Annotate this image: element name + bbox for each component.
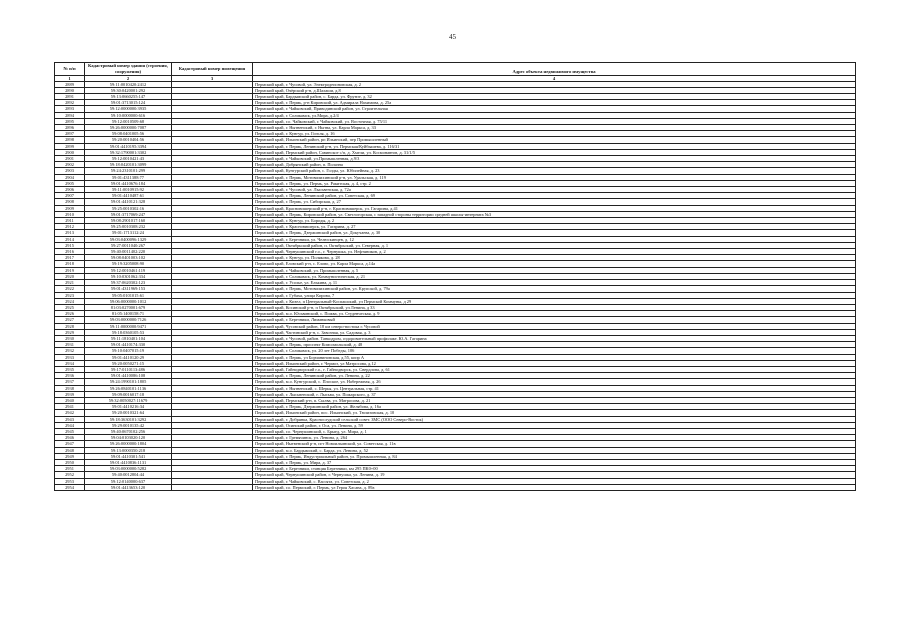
cadastral-building-cell: 59:18:0360105:53 [85,329,172,335]
row-number: 2928 [55,323,85,329]
cadastral-building-cell: 59:01:4410195:3394 [85,143,172,149]
row-number: 2889 [55,81,85,87]
address-cell: Пермский край, Ильинский район, рп Ильинский, пер Промышленный [253,137,856,143]
cadastral-building-cell: 59:26:0000000:7087 [85,125,172,131]
address-cell: Пермский край, Пермский р-н, п. Сылва, ул. Матросова, д. 21 [253,397,856,403]
cadastral-building-cell: 59:10:0407015:19 [85,348,172,354]
row-number: 2923 [55,292,85,298]
cadastral-room-cell [172,484,253,490]
row-number: 2942 [55,410,85,416]
cadastral-building-cell: 59:09:0016017:18 [85,391,172,397]
row-number: 2907 [55,193,85,199]
table-header-row [55,63,856,76]
cadastral-building-cell: 59:06:0000000:1012 [85,298,172,304]
row-number: 2925 [55,304,85,310]
address-cell: Пермский край, Еловский р-н, с. Елово, ул. Карла Маркса, д.14а [253,261,856,267]
row-number: 2932 [55,348,85,354]
row-number: 2940 [55,397,85,403]
row-number: 2900 [55,149,85,155]
row-number: 2934 [55,360,85,366]
row-number: 2943 [55,416,85,422]
column-number: 1 [55,75,85,81]
cadastral-building-cell: 59:24:1990101:1805 [85,379,172,385]
row-number: 2913 [55,230,85,236]
row-number: 2911 [55,218,85,224]
address-cell: Пермский край, г. Соликамск, ул. 20 лет Победы, 106 [253,348,856,354]
row-number: 2905 [55,180,85,186]
row-number: 2898 [55,137,85,143]
address-cell: Пермский край, Чернушинский г.о., г. Чернушка, ул. Нефтяников, д. 2 [253,249,856,255]
address-cell: Пермский край, м.о. Кунгурский, с. Плоское, ул. Набережная, д. 26 [253,379,856,385]
cadastral-building-cell: 59:10:0000000:616 [85,112,172,118]
address-cell: Пермский край, г. Нытвенский, с. Шерья, ул. Центральная, стр. 41 [253,385,856,391]
cadastral-building-cell: 59:03:0000000:7126 [85,317,172,323]
cadastral-building-cell: 59:26:0840101:1136 [85,385,172,391]
cadastral-building-cell: 59:17:0110113:486 [85,366,172,372]
cadastral-building-cell: 59:32:0050027:11679 [85,397,172,403]
header-num: № п/п [55,63,85,76]
cadastral-building-cell: 59:01:4311388:77 [85,174,172,180]
cadastral-building-cell: 59:01:4410836:1131 [85,459,172,465]
table-body [55,81,856,490]
address-cell: Пермский край, Добрянский район, п. Полазна [253,162,856,168]
row-number: 2949 [55,453,85,459]
row-number: 2930 [55,335,85,341]
row-number: 2899 [55,143,85,149]
cadastral-building-cell: 59:01:1713112:24 [85,230,172,236]
row-number: 2909 [55,205,85,211]
address-cell: Пермский край, г. Соликамск, ул. Коммунистическая, д. 21 [253,273,856,279]
address-cell: Пермский край, г. Пермь, Дзержинский район, ул. Желябова, д. 16а [253,404,856,410]
address-cell: Пермский край, г. Кунгур, ул. Полякова, д. 28 [253,255,856,261]
row-number: 2946 [55,435,85,441]
row-number: 2921 [55,280,85,286]
cadastral-building-cell: 59:11:0000000:9471 [85,323,172,329]
cadastral-building-cell: 59:30:0420001:292 [85,87,172,93]
row-number: 2929 [55,329,85,335]
row-number: 2953 [55,478,85,484]
cadastral-building-cell: 59:13:0660255:147 [85,94,172,100]
row-number: 2926 [55,311,85,317]
table-row [55,484,856,490]
address-cell: Пермский край, г. Пермь, Мотовилихинский район, ул. Крупской, д. 79а [253,286,856,292]
cadastral-building-cell: 59:12:0010421:43 [85,156,172,162]
address-cell: Пермский край, г. Кизел, п Центральный-Коспашский, ул Пермской Коммуны, д 29 [253,298,856,304]
address-cell: Пермский край, г. Березники, станция Березники, км 295 ПК0+00 [253,466,856,472]
row-number: 2906 [55,187,85,193]
cadastral-building-cell: 59:01:4410301:541 [85,453,172,459]
cadastral-building-cell: 59:12:0000000:3935 [85,106,172,112]
row-number: 2910 [55,211,85,217]
row-number: 2896 [55,125,85,131]
header-cadastral-room: Кадастровый номер помещения [172,63,253,76]
address-cell: Пермский край, г. Губаха, улица Кирова, 7 [253,292,856,298]
cadastral-building-cell: 59:01:4410121:328 [85,199,172,205]
cadastral-building-cell: 81:03:0270001:679 [85,304,172,310]
column-number: 4 [253,75,856,81]
address-cell: Пермский край, г. Пермь, Ленинский р-н, ул. Пермская/Куйбышева, д. 116/31 [253,143,856,149]
row-number: 2938 [55,385,85,391]
row-number: 2950 [55,459,85,465]
cadastral-building-cell: 59:24:2310101:299 [85,168,172,174]
cadastral-building-cell: 59:29:0010135:42 [85,422,172,428]
row-number: 2952 [55,472,85,478]
address-cell: Пермский край, г. Пермь, Индустриальный район, ул. Промышленная, д. 84 [253,453,856,459]
address-cell: Пермский край, Ильинский район, пос. Ильинский, ул. Тюлизовская, д. 10 [253,410,856,416]
header-cadastral-building: Кадастровый номер здания (строения, сооружения) [85,63,172,76]
cadastral-building-cell: 59:08:0401003:102 [85,255,172,261]
row-number: 2922 [55,286,85,292]
address-cell: Пермский край, Ильинский район, г. Чермоз, ул Матросова, д.12 [253,360,856,366]
cadastral-building-cell: 59:01:4410216:34 [85,404,172,410]
address-cell: Пермский край, г. Чайковский, ул.Промышленная, д.9/3 [253,156,856,162]
column-number: 2 [85,75,172,81]
address-cell: Пермский край, г.о. Чайковский, г. Чайковский, ул. Восточная, д. 75/11 [253,118,856,124]
address-cell: Пермский край, Частинский р-н, с. Завозная, ул. Садовая, д. 3 [253,329,856,335]
cadastral-building-cell: 59:18:0420101:3099 [85,162,172,168]
cadastral-building-cell: 59:20:0010404:56 [85,137,172,143]
address-cell: Пермский край, г. Чайковский, с. Вассята, ул. Советская, д. 2 [253,478,856,484]
cadastral-building-cell: 59:32:1790001:3302 [85,149,172,155]
address-cell: Пермский край, м.о. Бардымский, с. Барда, ул. Ленина, д. 52 [253,447,856,453]
row-number: 2897 [55,131,85,137]
row-number: 2945 [55,428,85,434]
address-cell: Пермский край, Бардымский район, с. Барда, ул. Фрунзе, д. 32 [253,94,856,100]
row-number: 2917 [55,255,85,261]
cadastral-building-cell: 59:01:4413653:120 [85,484,172,490]
row-number: 2895 [55,118,85,124]
cadastral-building-cell: 59:18:3630101:3292 [85,416,172,422]
cadastral-building-cell: 59:01:3713015:124 [85,100,172,106]
address-cell: Пермский край, Косинский р-н, п Октябрьский, ул Ленина, д 33 [253,304,856,310]
row-number: 2914 [55,236,85,242]
address-cell: Пермский край, г. Пермь, Кировский район, ул. Светлогорская, с западной стороны территории средней школы-интерната №3 [253,211,856,217]
cadastral-building-cell: 59:10:0301062:334 [85,273,172,279]
objects-table [54,62,856,491]
address-cell: Пермский край, г. Пермь, Мотовилихинский р-н, ул. Уральская, д. 119 [253,174,856,180]
address-cell: Пермский край, Чернушинский район, г. Чернушка, ул. Ленина, д. 19 [253,472,856,478]
address-cell: Пермский край, г. Кунгур, ул. Бороды, д. 2 [253,218,856,224]
cadastral-building-cell: 59:26:0000000:1804 [85,441,172,447]
header-address: Адрес объекта недвижимого имущества [253,63,856,76]
cadastral-building-cell: 59:40:0012804:44 [85,472,172,478]
row-number: 2893 [55,106,85,112]
row-number: 2918 [55,261,85,267]
row-number: 2920 [55,273,85,279]
address-cell: Пермский край, г. Гремячинск, ул. Ленина, д. 264 [253,435,856,441]
cadastral-building-cell: 59:27:0011040:267 [85,242,172,248]
address-cell: Пермский край, г. Пермь, проспект Комсомольский, д. 48 [253,342,856,348]
cadastral-building-cell: 59:20:0050271:15 [85,360,172,366]
cadastral-building-cell: 59:05:0101015:61 [85,292,172,298]
cadastral-building-cell: 59:19:3205008:90 [85,261,172,267]
address-cell: Пермский край, Осинский район, г. Оса, ул. Ленина, д. 59 [253,422,856,428]
row-number: 2904 [55,174,85,180]
address-cell: Пермский край, г. Пермь, Ленинский район, ул. Ленина, д. 22 [253,373,856,379]
row-number: 2901 [55,156,85,162]
row-number: 2941 [55,404,85,410]
address-cell: Пермский край, г. Пермь, р-н Кировский, ул. Адмирала Нахимова, д. 25а [253,100,856,106]
column-number: 3 [172,75,253,81]
row-number: 2936 [55,373,85,379]
cadastral-building-cell: 59:25:0010308:232 [85,224,172,230]
cadastral-building-cell: 59:01:4410487:61 [85,193,172,199]
address-cell: Пермский край, Октябрьский район, п. Октябрьский, ул. Северная, д. 1 [253,242,856,248]
row-number: 2890 [55,87,85,93]
row-number: 2944 [55,422,85,428]
address-cell: Пермский край, Красновишерский р-н, г. Красновишерск, ул. Гагарина, д.41 [253,205,856,211]
address-cell: Пермский край, г. Добрянка, Краснослудский сельский совет. ЗМС (ООО Северо-Восток) [253,416,856,422]
address-cell: Пермский край, г. Лысьвенский, г. Лысьва, ул. Пожарского, д. 37 [253,391,856,397]
row-number: 2902 [55,162,85,168]
address-cell: Пермский край, г. Нытвенский, г. Нытва, ул. Карла Маркса, д. 33 [253,125,856,131]
address-cell: Пермский край, г. Кунгур, ул. Гоголя, д. 16 [253,131,856,137]
row-number: 2908 [55,199,85,205]
address-cell: Пермский край, г. Чусовой, ул. Лысьвенская, д. 72а [253,187,856,193]
address-cell: Пермский край, г. Пермь, Дзержинский район, ул. Докучаева, д. 30 [253,230,856,236]
row-number: 2892 [55,100,85,106]
address-cell: Пермский край, Гайнодворский г.о., г. Гайнодворск, ул. Свердлова, д. 61 [253,366,856,372]
cadastral-building-cell: 59:40:0011402:220 [85,249,172,255]
address-cell: Пермский край, г.о. Чернушинский, с. Брыед, ул. Мира, д. 1 [253,428,856,434]
row-number: 2948 [55,447,85,453]
address-cell: Пермский край, г. Березники, ул. Челюскинцев, д. 12 [253,236,856,242]
address-cell: Пермский край, г. Красновишерск, ул. Гагарина, д. 27 [253,224,856,230]
cadastral-building-cell: 59:12:0140000:637 [85,478,172,484]
cadastral-building-cell: 59:01:3717069:247 [85,211,172,217]
cadastral-building-cell: 59:12:0010461:119 [85,267,172,273]
address-cell: Пермский край, Чусовской район, 18 км северо-востока г. Чусовой [253,323,856,329]
cadastral-building-cell: 59:12:0010509:68 [85,118,172,124]
cadastral-building-cell: 59:01:4410174:330 [85,342,172,348]
cadastral-building-cell: 59:04:0103020:120 [85,435,172,441]
address-cell: Пермский край, Очёрский р-н, д.Шалаши, д.8 [253,87,856,93]
cadastral-building-cell: 59:11:0010915:92 [85,187,172,193]
address-cell: Пермский край, Нытвенский р-н, пгт Новоильинский, ул. Советская, д. 11в [253,441,856,447]
row-number: 2916 [55,249,85,255]
cadastral-building-cell: 59:20:0010321:64 [85,410,172,416]
row-number: 2954 [55,484,85,490]
row-number: 2924 [55,298,85,304]
cadastral-building-cell: 59:40:0670102:256 [85,428,172,434]
cadastral-building-cell: 59:01:4410676:184 [85,180,172,186]
address-cell: Пермский край, г. Чайковский, Приводинский район, ул. Строительная [253,106,856,112]
cadastral-building-cell: 59:13:0000350:218 [85,447,172,453]
cadastral-building-cell: 81:05:1400158:71 [85,311,172,317]
address-cell: Пермский край, м.о. Юсьвинский, с. Пожва, ул. Студенческая, д. 9 [253,311,856,317]
row-number: 2935 [55,366,85,372]
cadastral-building-cell: 59:11:1810401:104 [85,335,172,341]
address-cell: Пермский край, г. Пермь, ул Борчаниновская, д.55, копр А [253,354,856,360]
cadastral-building-cell: 59:03:0400096:1329 [85,236,172,242]
row-number: 2931 [55,342,85,348]
address-cell: Пермский край, г. Пермь, ул. Сибирская, д. 27 [253,199,856,205]
row-number: 2912 [55,224,85,230]
address-cell: Пермский край, г. Пермь, ул. Пермь, ул. Ракитская, д. 4, стр. 2 [253,180,856,186]
page-number: 45 [449,33,456,41]
address-cell: Пермский край, г. Пермь, ул. Мира, д. 37 [253,459,856,465]
cadastral-building-cell: 59:37:0620302:123 [85,280,172,286]
row-number: 2937 [55,379,85,385]
row-number: 2947 [55,441,85,447]
address-cell: Пермский край, г. Березники, Лиманковый [253,317,856,323]
row-number: 2891 [55,94,85,100]
row-number: 2894 [55,112,85,118]
cadastral-building-cell: 59:01:4311969:153 [85,286,172,292]
row-number: 2903 [55,168,85,174]
cadastral-building-cell: 59:11:0010420:2412 [85,81,172,87]
address-cell: Пермский край, г.о. Пермский, г. Пермь, ул Героя Хасана, д. 89а [253,484,856,490]
address-cell: Пермский край, г. Чайковский, ул. Промышленная, д. 5 [253,267,856,273]
address-cell: Пермский край, г. Усолье, ул. Елькина, д. 11 [253,280,856,286]
cadastral-building-cell: 59:03:0000000:5282 [85,466,172,472]
cadastral-building-cell: 59:01:4410086:108 [85,373,172,379]
row-number: 2951 [55,466,85,472]
row-number: 2939 [55,391,85,397]
address-cell: Пермский край, г. Пермь, Ленинский район, ул. Советская, д. 69 [253,193,856,199]
row-number: 2919 [55,267,85,273]
address-cell: Пермский край, Кунгурский район, с. Голды, ул. Юбилейная, д. 23 [253,168,856,174]
cadastral-building-cell: 59:08:0401005:56 [85,131,172,137]
cadastral-building-cell: 59:25:0010302:16 [85,205,172,211]
cadastral-building-cell: 59:01:4410120:29 [85,354,172,360]
address-cell: Пермский край, Пермский район, Савинское с/п, д. Хмели, ул. Космонавтов, д. 31/1/5 [253,149,856,155]
row-number: 2915 [55,242,85,248]
row-number: 2927 [55,317,85,323]
address-cell: Пермский край, г. Чусовой, ул. Электродепоновская, д. 2 [253,81,856,87]
row-number: 2933 [55,354,85,360]
address-cell: Пермский край, г. Соликамск, ул.Мира, д.2/4 [253,112,856,118]
address-cell: Пермский край, г. Чусовой, район. Танкодром, оздоровительный профилакт. Ю.А. Гагарина [253,335,856,341]
cadastral-building-cell: 59:08:2901017:160 [85,218,172,224]
